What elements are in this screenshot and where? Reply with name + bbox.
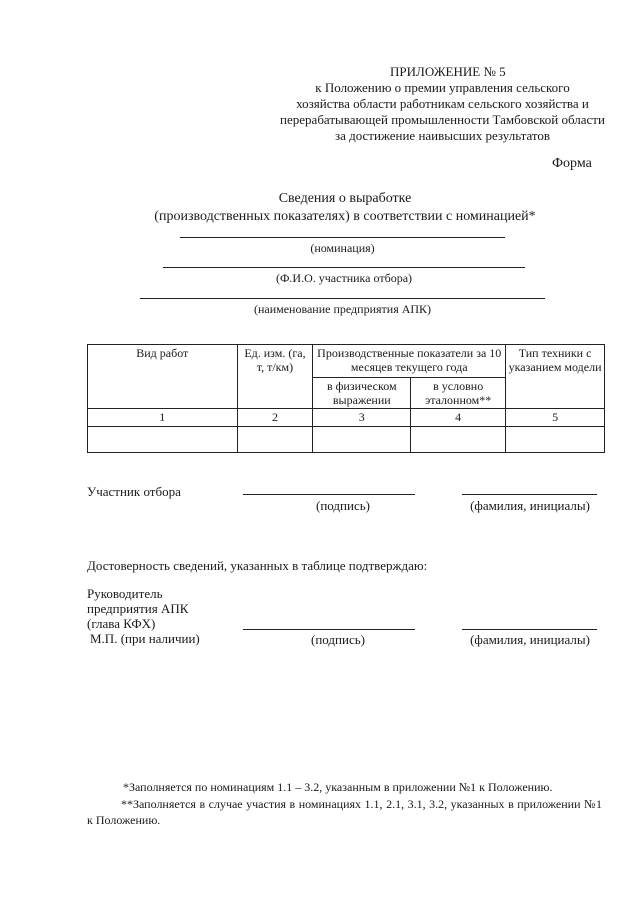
cell-equipment-type[interactable] (506, 427, 605, 453)
participant-name-caption: (фамилия, инициалы) (470, 498, 590, 513)
column-number: 2 (237, 409, 313, 427)
column-number: 5 (506, 409, 605, 427)
manager-name-caption: (фамилия, инициалы) (470, 632, 590, 647)
enterprise-caption: (наименование предприятия АПК) (253, 302, 432, 316)
title-line-2: (производственных показателях) в соответствии с номинацией* (154, 209, 536, 224)
manager-signature-line[interactable] (243, 629, 415, 630)
appendix-line: к Положению о премии управления сельского (315, 80, 570, 95)
appendix-description (270, 80, 615, 144)
manager-line: (глава КФХ) (87, 616, 156, 631)
seal-label: М.П. (при наличии) (90, 631, 200, 646)
manager-signature-caption: (подпись) (311, 632, 365, 647)
participant-signature-line[interactable] (243, 494, 415, 495)
production-table (87, 344, 605, 453)
header-physical: в физическом выражении (313, 378, 411, 409)
header-reference: в условно эталонном** (411, 378, 506, 409)
footnote-2: **Заполняется в случае участия в номинациях 1.1, 2.1, 3.1, 3.2, указанных в приложении №1 к Положению. (87, 797, 602, 827)
column-number: 4 (411, 409, 506, 427)
participant-label: Участник отбора (87, 484, 181, 499)
column-number: 1 (88, 409, 238, 427)
fio-caption: (Ф.И.О. участника отбора) (275, 271, 413, 285)
confirmation-text: Достоверность сведений, указанных в таблице подтверждаю: (87, 558, 428, 573)
header-production-indicators: Производственные показатели за 10 месяцев текущего года (313, 345, 506, 378)
appendix-line: хозяйства области работникам сельского хозяйства и (296, 96, 589, 111)
enterprise-line[interactable] (140, 298, 545, 299)
title-line-1: Сведения о выработке (278, 191, 412, 206)
header-equipment-type: Тип техники с указанием модели (506, 345, 605, 409)
column-number: 3 (313, 409, 411, 427)
manager-line: предприятия АПК (87, 601, 189, 616)
manager-label (87, 586, 188, 631)
nomination-caption: (номинация) (310, 241, 375, 255)
cell-reference[interactable] (411, 427, 506, 453)
fio-line[interactable] (163, 267, 525, 268)
header-unit: Ед. изм. (га, т, т/км) (237, 345, 313, 409)
manager-line: Руководитель (87, 586, 163, 601)
cell-physical[interactable] (313, 427, 411, 453)
participant-name-line[interactable] (462, 494, 597, 495)
cell-unit[interactable] (237, 427, 313, 453)
header-work-type: Вид работ (88, 345, 238, 409)
footnote-1: *Заполняется по номинациям 1.1 – 3.2, указанным в приложении №1 к Положению. (123, 780, 553, 794)
appendix-line: за достижение наивысших результатов (334, 128, 551, 143)
appendix-line: перерабатывающей промышленности Тамбовской области (280, 112, 605, 127)
cell-work-type[interactable] (88, 427, 238, 453)
nomination-line[interactable] (180, 237, 505, 238)
form-label: Форма (552, 156, 592, 171)
participant-signature-caption: (подпись) (316, 498, 370, 513)
appendix-title: ПРИЛОЖЕНИЕ № 5 (390, 64, 506, 79)
document-title (90, 190, 600, 226)
manager-name-line[interactable] (462, 629, 597, 630)
